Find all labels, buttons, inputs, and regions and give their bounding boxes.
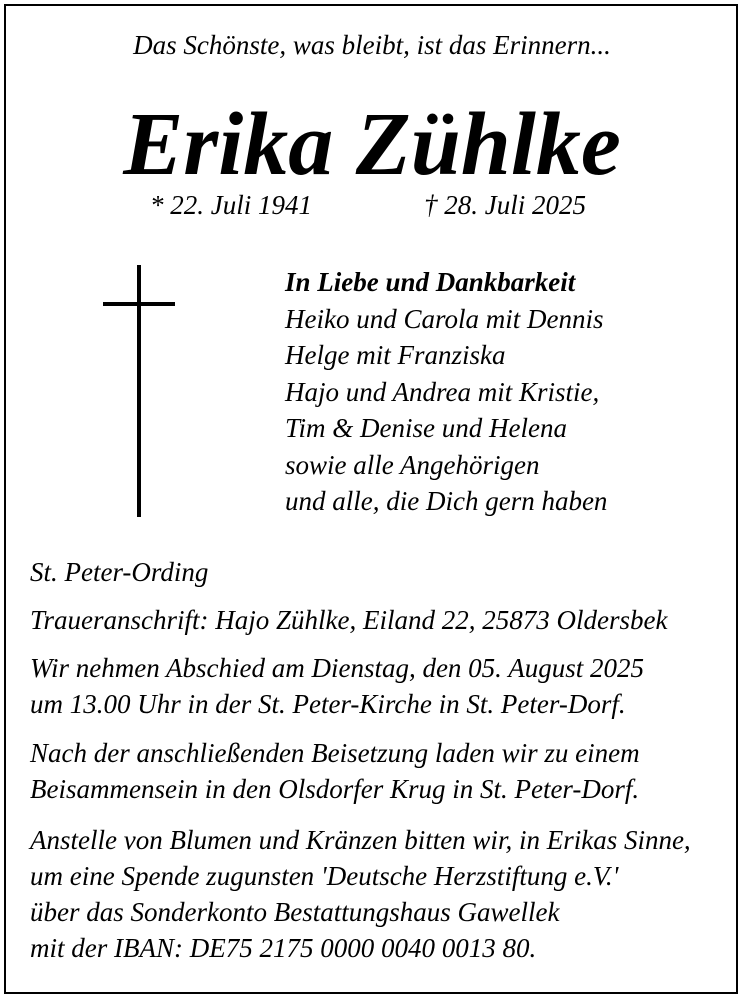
mourner-line: und alle, die Dich gern haben <box>285 486 608 516</box>
mourning-address: Traueranschrift: Hajo Zühlke, Eiland 22, 25873 Oldersbek <box>30 605 668 635</box>
deceased-name: Erika Zühlke <box>123 95 621 194</box>
death-date: † 28. Juli 2025 <box>424 190 586 220</box>
motto: Das Schönste, was bleibt, ist das Erinnern... <box>133 30 611 60</box>
mourners-block <box>285 264 607 520</box>
donation-line: mit der IBAN: DE75 2175 0000 0040 0013 80. <box>30 933 537 963</box>
farewell-line: Wir nehmen Abschied am Dienstag, den 05. August 2025 <box>30 653 644 683</box>
mourner-line: Heiko und Carola mit Dennis <box>285 303 604 334</box>
mourner-line: Tim & Denise und Helena <box>285 413 567 443</box>
mourner-line: Hajo und Andrea mit Kristie, <box>285 376 600 407</box>
mourners-heading: In Liebe und Dankbarkeit <box>285 267 576 297</box>
location: St. Peter-Ording <box>30 557 209 587</box>
donation-notice <box>30 822 691 966</box>
gathering-line: Nach der anschließenden Beisetzung laden wir zu einem <box>30 738 640 768</box>
mourner-line: Helge mit Franziska <box>285 340 506 370</box>
donation-line: über das Sonderkonto Bestattungshaus Gawellek <box>30 897 560 927</box>
gathering-notice <box>30 735 640 807</box>
farewell-line: um 13.00 Uhr in der St. Peter-Kirche in St. Peter-Dorf. <box>30 689 626 719</box>
mourner-line: sowie alle Angehörigen <box>285 449 540 480</box>
farewell-notice <box>30 650 644 722</box>
donation-line: um eine Spende zugunsten 'Deutsche Herzstiftung e.V.' <box>30 861 619 891</box>
gathering-line: Beisammensein in den Olsdorfer Krug in St. Peter-Dorf. <box>30 774 640 804</box>
birth-date: * 22. Juli 1941 <box>150 190 312 220</box>
donation-line: Anstelle von Blumen und Kränzen bitten wir, in Erikas Sinne, <box>30 825 691 855</box>
